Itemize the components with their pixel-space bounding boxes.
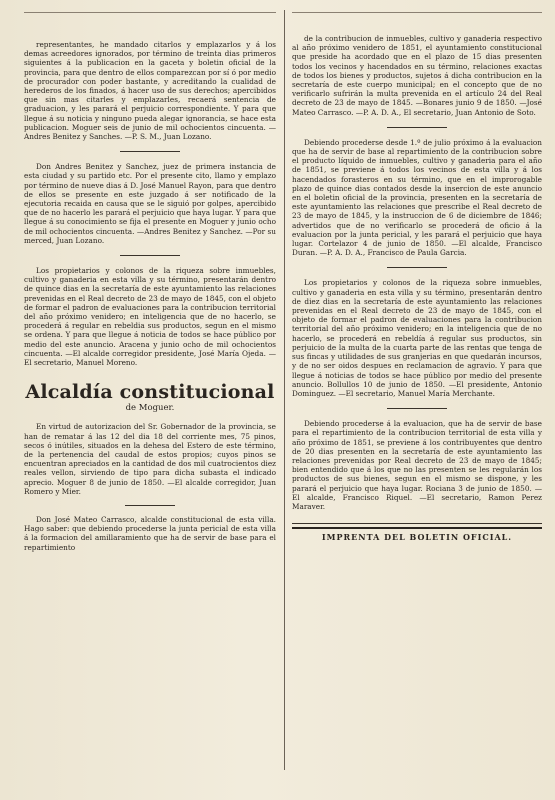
separator-rule <box>120 255 180 256</box>
notice-bonares-alcalde: Don José Mateo Carrasco, alcalde constitucional de esta villa. Hago saber: que debiendo procederse la junta pericial de esta villa á la formacion del amillaramiento que ha de servir de base para el repartimiento <box>24 514 276 552</box>
footer-rule-thick <box>292 527 542 529</box>
notice-emplazamiento-acreedores: representantes, he mandado citarlos y emplazarlos y á los demas acreedores ignorados, por término de treinta dias primeros siguientes á la publicacion en la gaceta y boletin oficial de la provincia, para que dentro de ellos comparezcan por sí ó por medio de procurador con poder bastante, y acreditando la cualidad de herederos de los finados, á hacer uso de sus derechos; apercibidos que sin mas citarles y emplazarles, recaerá sentencia de graduacion, y les parará el perjuicio correspondiente. Y para que llegue á su noticia y ninguno pueda alegar ignorancia, se hace esta publicacion. Moguer seis de junio de mil ochocientos cincuenta. —Andres Benitez y Sanches. —P. S. M., Juan Lozano. <box>24 40 276 142</box>
notice-moguer-subasta-pinos: En virtud de autorizacion del Sr. Gobernador de la provincia, se han de rematar á las 12 del dia 18 del corriente mes, 75 pinos, secos ó inútiles, situados en la dehesa del Estero de este término, de la pertenencia del caudal de estos propios; cuyos pinos se encuentran apreciados en la cantidad de dos mil cuatrocientos diez reales vellon, sirviendo de tipo para dicha subasta el indicado aprecio. Moguer 8 de junio de 1850. —El alcalde corregidor, Juan Romero y Mier. <box>24 422 276 496</box>
imprint-line: IMPRENTA DEL BOLETIN OFICIAL. <box>321 532 513 543</box>
notice-aracena-propietarios: Los propietarios y colonos de la riqueza sobre inmuebles, cultivo y ganaderia en esta villa y su término, presentarán dentro de quince dias en la secretaría de este ayuntamiento las relaciones prevenidas en el Real decreto de 23 de mayo de 1845, con el objeto de formar el padron de evaluaciones para la contribucion territorial del año próximo venidero; en inteligencia que de no hacerlo, se procederá á regular en rebeldia sus productos, segun en el mismo se ordena. Y para que llegue á noticia de todos se hace público por medio del este anuncio. Aracena y junio ocho de mil ochocientos cincuenta. —El alcalde corregidor presidente, José María Ojeda. —El secretario, Manuel Moreno. <box>24 266 276 368</box>
column-divider <box>284 10 285 770</box>
notice-bonares-continuacion: de la contribucion de inmuebles, cultivo y ganaderia respectivo al año próximo venidero de 1851, el ayuntamiento constitucional que preside ha acordado que en el plazo de 15 dias presenten todos los vecinos y hacendados en su término, relaciones exactas de todos los bienes y productos, sujetos á dicha contribucion en la secretaría de este cuerpo municipal; en el concepto que de no verificarlo sufrirán la multa prevenida en el artículo 24 del Real decreto de 23 de mayo de 1845. —Bonares junio 9 de 1850. —José Mateo Carrasco. —P. A. D. A., El secretario, Juan Antonio de Soto. <box>292 34 542 117</box>
notice-bollullos-propietarios: Los propietarios y colonos de la riqueza sobre inmuebles, cultivo y ganaderia en esta villa y su término, presentarán dentro de diez dias en la secretaría de este ayuntamiento las relaciones prevenidas en el Real decreto de 23 de mayo de 1845, con el objeto de formar el padron de evaluaciones para la contribucion territorial del año próximo venidero; en la inteligencia que de no hacerlo, se procederá en rebeldía á regular sus productos, sin perjuicio de la multa de la cuarta parte de las rentas que tenga de sus fincas y utilidades de sus granjerias en que quedarán incursos, y de no ser oidos despues en reclamacion de agravio. Y para que llegue á noticias de todos se hace público por medio del presente anuncio. Bollullos 10 de junio de 1850. —El presidente, Antonio Dominguez. —El secretario, Manuel María Merchante. <box>292 278 542 398</box>
notice-cortelazor-evaluacion: Debiendo procederse desde 1.º de julio próximo á la evaluacion que ha de servir de base al repartimiento de la contribucion sobre el producto líquido de inmuebles, cultivo y ganaderia para el año de 1851, se previene á todos los vecinos de esta villa y á los hacendados forasteros en su término, que en el improrogable plazo de quince dias contados desde la insercion de este anuncio en el boletin oficial de la provincia, presenten en la secretaría de este ayuntamiento las relaciones que prescribe el Real decreto de 23 de mayo de 1845, y la instruccion de 6 de diciembre de 1846; advertidos que de no verificarlo se procederá de oficio á la evaluacion por la junta pericial, y les parará el perjuicio que haya lugar. Cortelazor 4 de junio de 1850. —El alcalde, Francisco Duran. —P. A. D. A., Francisco de Paula Garcia. <box>292 137 542 258</box>
separator-rule <box>120 151 180 152</box>
separator-rule <box>125 505 175 506</box>
footer-rule <box>292 523 542 524</box>
top-rule-right <box>292 12 542 13</box>
left-column <box>24 40 276 552</box>
right-column <box>292 34 542 542</box>
top-rule-left <box>24 12 276 13</box>
notice-juez-primera-instancia: Don Andres Benitez y Sanchez, juez de primera instancia de esta ciudad y su partido etc. Por el presente cito, llamo y emplazo por término de nueve dias á D. José Manuel Rayon, para que dentro de ellos se presente en este juzgado á ser notificado de la ejecutoria recaida en causa que se le siguió por golpes, apercibido que de no hacerlo les parará el perjuicio que haya lugar. Y para que llegue á su conocimiento se fija el presente en Moguer y junio ocho de mil ochocientos cincuenta. —Andres Benitez y Sanchez. —Por su merced, Juan Lozano. <box>24 162 276 245</box>
separator-rule <box>387 267 447 268</box>
separator-rule <box>387 408 447 409</box>
section-subheading: de Moguer. <box>125 403 175 414</box>
separator-rule <box>387 127 447 128</box>
notice-rociana-evaluacion: Debiendo procederse á la evaluacion, que ha de servir de base para el repartimiento de la contribucion territorial de esta villa y año próximo de 1851, se previene á los contribuyentes que dentro de 20 dias presenten en la secretaría de este ayuntamiento las relaciones prevenidas por Real decreto de 23 de mayo de 1845; bien entendido que á los que no las presenten se les regularán los productos de sus bienes, segun en el mismo se dispone, y les parará el perjuicio que haya lugar. Rociana 3 de junio de 1850. —El alcalde, Francisco Riquel. —El secretario, Ramon Perez Maraver. <box>292 419 542 511</box>
section-heading: Alcaldía constitucional <box>25 381 275 404</box>
